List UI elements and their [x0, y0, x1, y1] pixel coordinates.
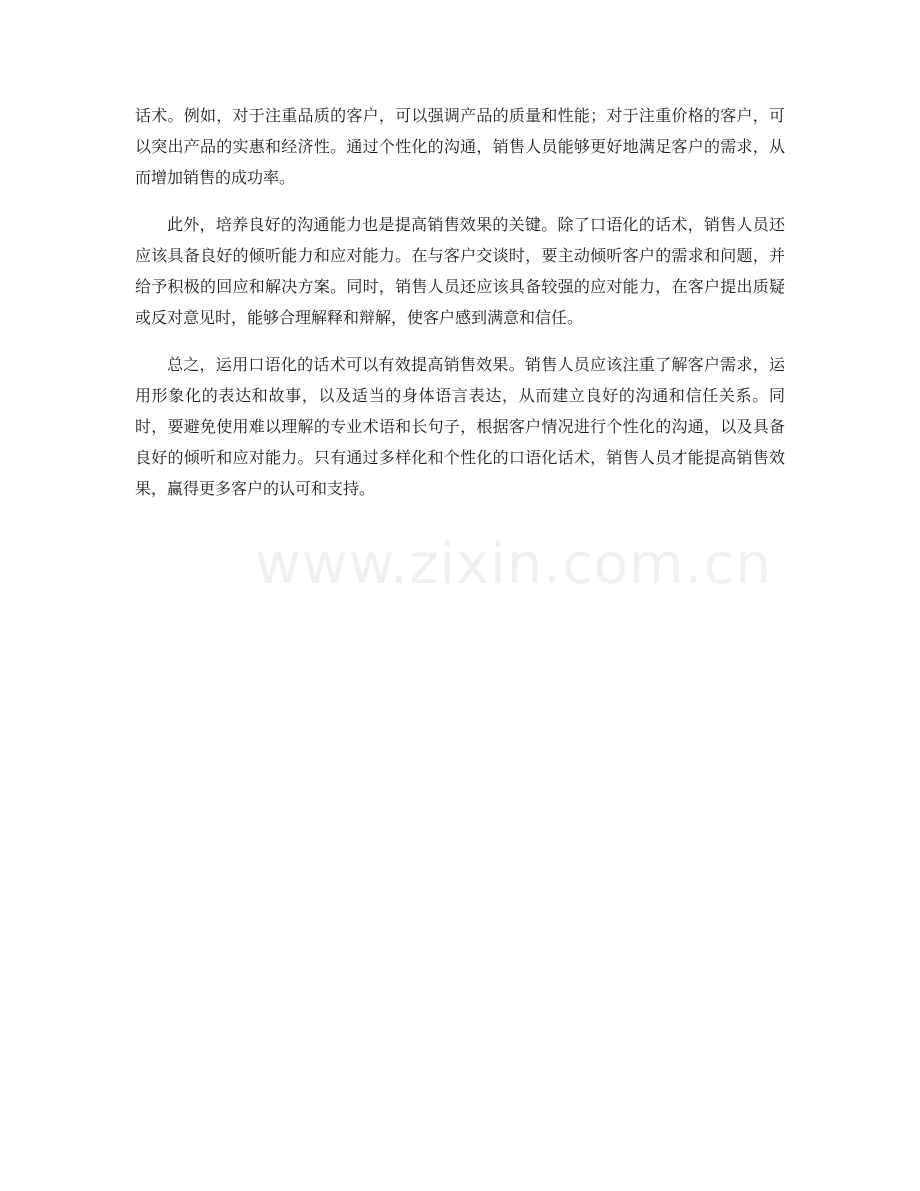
document-body: [135, 100, 785, 520]
paragraph-1: 话术。例如，对于注重品质的客户，可以强调产品的质量和性能；对于注重价格的客户，可以突出产品的实惠和经济性。通过个性化的沟通，销售人员能够更好地满足客户的需求，从而增加销售的成功率。: [135, 106, 785, 187]
watermark-text: www.zixin.com.cn: [255, 532, 772, 597]
paragraph-3: 总之，运用口语化的话术可以有效提高销售效果。销售人员应该注重了解客户需求，运用形象化的表达和故事，以及适当的身体语言表达，从而建立良好的沟通和信任关系。同时，要避免使用难以理解的专业术语和长句子，根据客户情况进行个性化的沟通，以及具备良好的倾听和应对能力。只有通过多样化和个性化的口语化话术，销售人员才能提高销售效果，赢得更多客户的认可和支持。: [135, 355, 785, 498]
paragraph-2: 此外，培养良好的沟通能力也是提高销售效果的关键。除了口语化的话术，销售人员还应该具备良好的倾听能力和应对能力。在与客户交谈时，要主动倾听客户的需求和问题，并给予积极的回应和解决方案。同时，销售人员还应该具备较强的应对能力，在客户提出质疑或反对意见时，能够合理解释和辩解，使客户感到满意和信任。: [135, 215, 785, 327]
